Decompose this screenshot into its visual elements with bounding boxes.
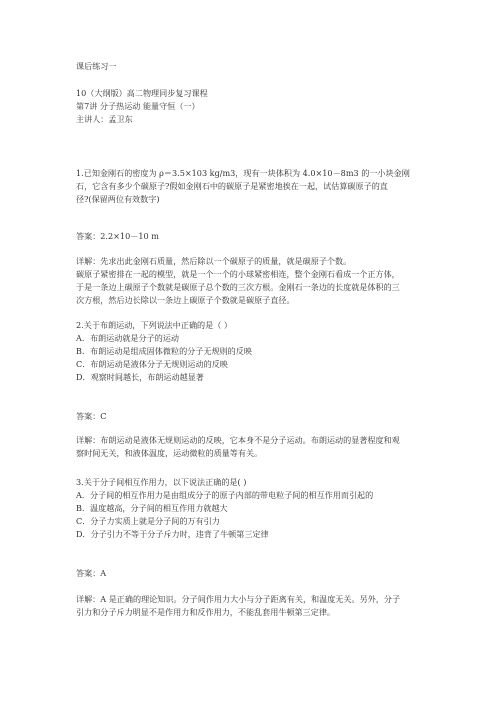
question-1-line-1: 1.已知金刚石的密度为 ρ＝3.5×103 kg/m3，现有一块体积为 4.0×10－8m3 的一小块金刚 [76, 168, 410, 178]
question-2-option-b: B．布朗运动是组成固体微粒的分子无规则的反映 [76, 346, 252, 356]
question-3-answer: 答案：A [76, 568, 107, 578]
question-2-option-a: A．布朗运动就是分子的运动 [76, 333, 179, 343]
question-2-option-d: D．观察时间越长，布朗运动越显著 [76, 372, 204, 382]
question-1-detail-3: 于是一条边上碳原子个数就是碳原子总个数的三次方根。金刚石一条边的长度就是体积的三 [76, 282, 400, 292]
question-3-option-b: B．温度越高，分子间的相互作用力就越大 [76, 503, 228, 513]
question-3-stem: 3.关于分子间相互作用力，以下说法正确的是( ) [76, 477, 247, 487]
question-3-option-d: D．分子引力不等于分子斥力时，违背了牛顿第三定律 [76, 529, 269, 539]
course-name: 10（大纲版）高二物理同步复习课程 [76, 88, 208, 98]
lecture-title: 第7讲 分子热运动 能量守恒（一） [76, 101, 200, 111]
speaker: 主讲人：孟卫东 [76, 114, 133, 124]
question-2-detail-1: 详解：布朗运动是液体无规则运动的反映，它本身不是分子运动。布朗运动的显著程度和观 [76, 435, 400, 445]
question-3-option-a: A．分子间的相互作用力是由组成分子的原子内部的带电粒子间的相互作用而引起的 [76, 490, 374, 500]
question-2-detail-2: 察时间无关，和液体温度，运动微粒的质量等有关。 [76, 448, 263, 458]
question-2-answer: 答案：C [76, 411, 107, 421]
question-1-detail-1: 详解：先求出此金刚石质量，然后除以一个碳原子的质量，就是碳原子个数。 [76, 256, 352, 266]
question-1-answer: 答案：2.2×10－10 m [76, 231, 159, 241]
question-1-line-2: 石，它含有多少个碳原子?假如金刚石中的碳原子是紧密地挨在一起，试估算碳原子的直 [76, 181, 388, 191]
question-3-option-c: C．分子力实质上就是分子间的万有引力 [76, 516, 220, 526]
question-1-detail-2: 碳原子紧密排在一起的模型，就是一个一个的小球紧密相连，整个金刚石看成一个正方体， [76, 269, 400, 279]
question-1-line-3: 径?(保留两位有效数字) [76, 194, 160, 204]
exercise-title: 课后练习一 [76, 61, 117, 71]
question-3-detail-1: 详解：A 是正确的理论知识。分子间作用力大小与分子距离有关，和温度无关。另外，分子 [76, 594, 401, 604]
question-2-stem: 2.关于布朗运动，下列说法中正确的是（ ） [76, 320, 232, 330]
question-2-option-c: C．布朗运动是液体分子无规则运动的反映 [76, 359, 228, 369]
question-1-detail-4: 次方根，然后边长除以一条边上碳原子个数就是碳原子直径。 [76, 295, 295, 305]
question-3-detail-2: 引力和分子斥力明显不是作用力和反作用力，不能乱套用牛顿第三定律。 [76, 607, 336, 617]
